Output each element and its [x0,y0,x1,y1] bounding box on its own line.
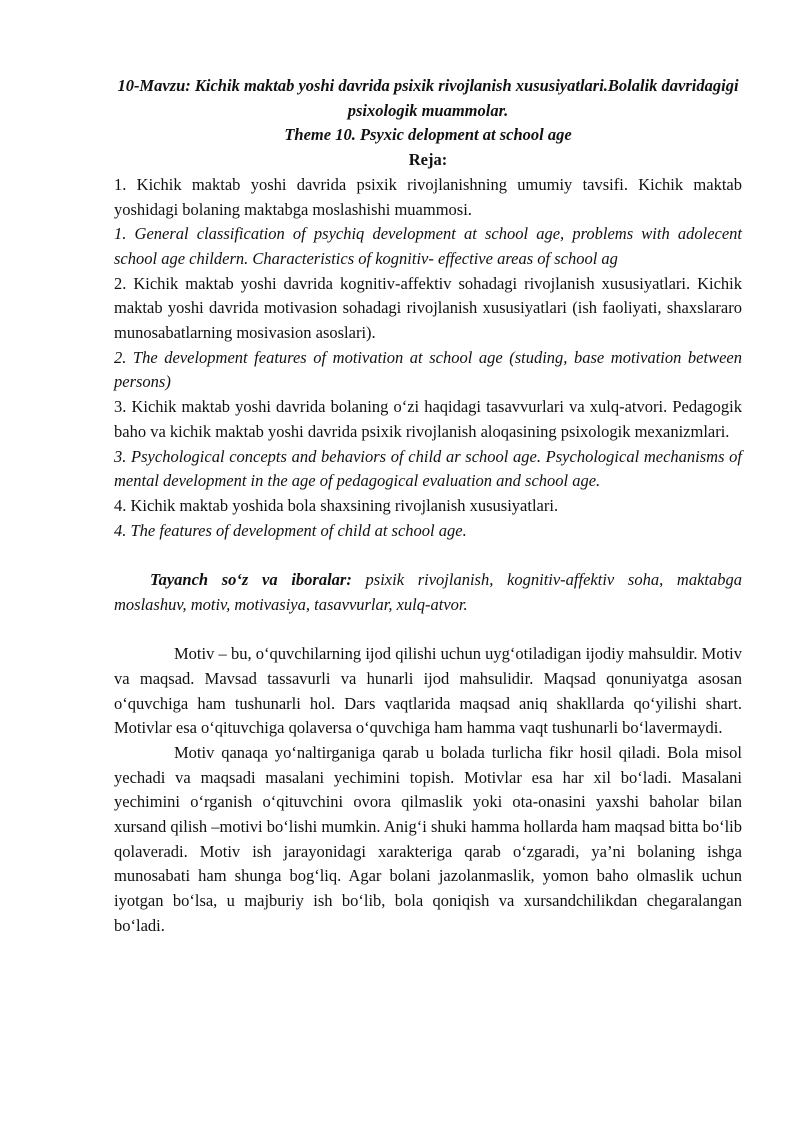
spacer [114,617,742,642]
body-paragraph-2: Motiv qanaqa yo‘naltirganiga qarab u bolada turlicha fikr hosil qiladi. Bola misol yechadi va maqsadi masalani yechimini topish. Motivlar esa har xil bo‘ladi. Masalani yechimini o‘rganish o‘qituvchini ovora qilmaslik yoki ota-onasini yaxshi baholar bilan xursand qilish –motivi bo‘lishi mumkin. Anig‘i shuki hamma hollarda ham maqsad bitta bo‘lib qolaveradi. Motiv ish jarayonidagi xarakteriga qarab o‘zgaradi, ya’ni bolaning ishga munosabati ham shunga bog‘liq. Agar bolani jazolanmaslik, yomon baho olmaslik uchun iyotgan bo‘lsa, u majburiy ish bo‘lib, bola qoniqish va xursandchilikdan chegaralangan bo‘ladi. [114,742,742,935]
document-title: 10-Mavzu: Kichik maktab yoshi davrida psixik rivojlanish xususiyatlari.Bolalik davridagigi psixologik muammolar. [117,76,739,120]
document-page [114,74,742,939]
plan-item-4-uz: 4. Kichik maktab yoshida bola shaxsining rivojlanish xususiyatlari. [114,495,559,515]
body-paragraph-1: Motiv – bu, o‘quvchilarning ijod qilishi uchun uyg‘otiladigan ijodiy mahsuldir. Motiv va maqsad. Mavsad tassavurli va hunarli ijod mahsulidir. Maqsad qonuniyatga asosan o‘quvchiga ham tushunarli hol. Dars vaqtlarida maqsad aniq shakllarda qo‘yilishi shart. Motivlar esa o‘qituvchiga qolaversa o‘quvchiga ham hamma vaqt tushunarli bo‘lavermaydi. [114,644,742,738]
plan-heading: Reja: [408,150,448,170]
keywords-label: Tayanch so‘z va iboralar: [150,570,352,590]
plan-item-1-uz: 1. Kichik maktab yoshi davrida psixik rivojlanishning umumiy tavsifi. Kichik maktab yoshidagi bolaning maktabga moslashishi muammosi. [114,174,742,219]
plan-item-1-en: 1. General classification of psychiq development at school age, problems with adolecent school age childern. Characteristics of kognitiv- effective areas of school ag [114,224,742,268]
plan-item-3-en: 3. Psychological concepts and behaviors of child ar school age. Psychological mechanisms of mental development in the age of pedagogical evaluation and school age. [114,446,742,491]
plan-item-4-en: 4. The features of development of child at school age. [114,520,467,540]
plan-list [114,173,742,544]
spacer [114,543,742,568]
document-subtitle: Theme 10. Psyxic delopment at school age [284,125,572,145]
plan-item-2-en: 2. The development features of motivation at school age (studing, base motivation between persons) [114,347,742,392]
plan-item-2-uz: 2. Kichik maktab yoshi davrida kognitiv-affektiv sohadagi rivojlanish xususiyatlari. Kichik maktab yoshi davrida motivasion sohadagi rivojlanish xususiyatlari (ish faoliyati, shaxslararo munosabatlarning mosivasion asoslari). [114,273,742,343]
keywords-text: psixik rivojlanish, kognitiv-affektiv soha, maktabga moslashuv, motiv, motivasiya, tasavvurlar, xulq-atvor. [114,570,742,614]
keywords-paragraph [114,568,742,617]
plan-item-3-uz: 3. Kichik maktab yoshi davrida bolaning o‘zi haqidagi tasavvurlari va xulq-atvori. Pedagogik baho va kichik maktab yoshi davrida psixik rivojlanish aloqasining psixologik mexanizmlari. [114,397,742,441]
